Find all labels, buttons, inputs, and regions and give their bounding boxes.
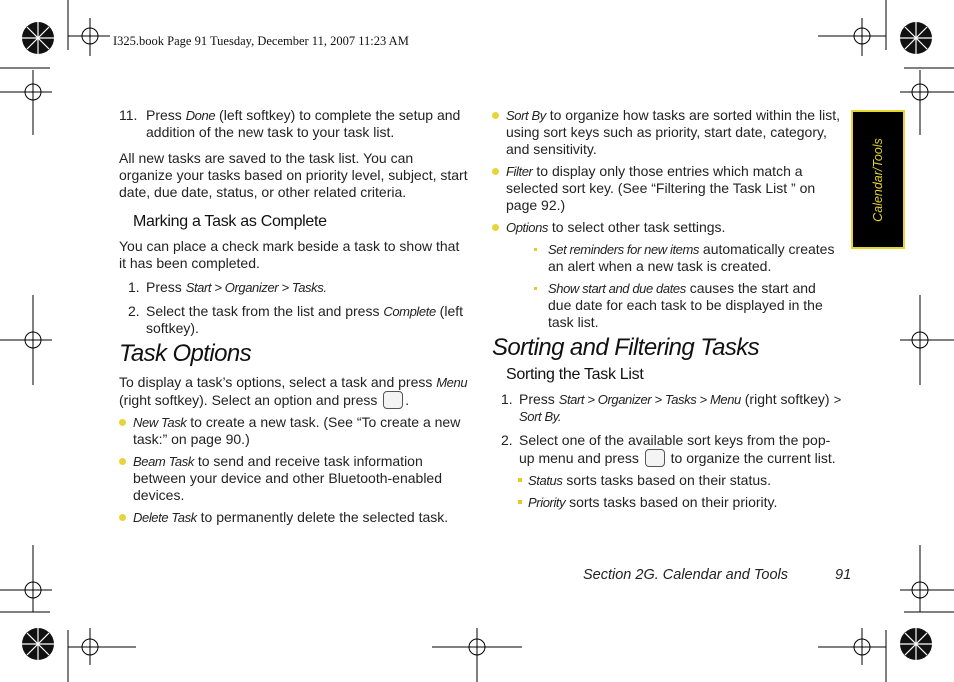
bullet-delete-task: Delete Task to permanently delete the selected task. bbox=[119, 509, 469, 526]
subbullet-set-reminders: Set reminders for new items automatically creates an alert when a new task is created. bbox=[534, 241, 842, 275]
paragraph-checkmark: You can place a check mark beside a task to show that it has been completed. bbox=[119, 238, 460, 271]
paragraph-saved: All new tasks are saved to the task list. You can organize your tasks based on priority level, subject, start date, due date, status, or other related criteria. bbox=[119, 150, 468, 200]
step-1-left: 1. Press Start > Organizer > Tasks. bbox=[128, 279, 327, 295]
footer-section: Section 2G. Calendar and Tools bbox=[583, 567, 789, 583]
chapter-tab-label: Calendar/Tools bbox=[871, 137, 885, 222]
softkey-done: Done bbox=[185, 108, 216, 123]
sortkey-status: Status sorts tasks based on their status. bbox=[518, 472, 842, 489]
paragraph-task-options: To display a task’s options, select a task and press Menu (right softkey). Select an option and press . bbox=[119, 374, 468, 408]
print-header: I325.book Page 91 Tuesday, December 11, 2007 11:23 AM bbox=[113, 34, 409, 48]
softkey-complete: Complete bbox=[383, 304, 436, 319]
step-11: 11. Press Done (left softkey) to complete the setup and addition of the new task to your task list. bbox=[119, 107, 461, 140]
step-2-right: 2. Select one of the available sort keys from the pop-up menu and press to organize the current list. bbox=[501, 432, 836, 466]
heading-sorting-task-list: Sorting the Task List bbox=[506, 366, 644, 383]
bullet-filter: Filter to display only those entries which match a selected sort key. (See “Filtering the Task List ” on page 92.) bbox=[492, 163, 842, 214]
subbullet-show-dates: Show start and due dates causes the start and due date for each task to be displayed in the task list. bbox=[534, 280, 842, 331]
left-column bbox=[119, 107, 469, 526]
section-title-task-options: Task Options bbox=[119, 340, 251, 367]
step-1-right: 1. Press Start > Organizer > Tasks > Menu (right softkey) > Sort By. bbox=[501, 391, 841, 424]
bullet-sort-by: Sort By to organize how tasks are sorted within the list, using sort keys such as priority, start date, category, and sensitivity. bbox=[492, 107, 842, 158]
bullet-options: Options to select other task settings. bbox=[492, 219, 842, 236]
ok-key-icon bbox=[645, 449, 665, 467]
step-2-left: 2. Select the task from the list and press Complete (left softkey). bbox=[128, 303, 464, 336]
bullet-beam-task: Beam Task to send and receive task information between your device and other Bluetooth-enabled devices. bbox=[119, 453, 469, 504]
chapter-tab bbox=[851, 110, 905, 249]
heading-marking-complete: Marking a Task as Complete bbox=[133, 213, 327, 230]
section-title-sorting: Sorting and Filtering Tasks bbox=[492, 334, 760, 361]
ok-key-icon bbox=[383, 391, 403, 409]
bullet-new-task: New Task to create a new task. (See “To create a new task:” on page 90.) bbox=[119, 414, 469, 448]
sortkey-priority: Priority sorts tasks based on their priority. bbox=[518, 494, 842, 511]
softkey-menu: Menu bbox=[436, 375, 468, 390]
page-number: 91 bbox=[835, 567, 852, 583]
right-column bbox=[492, 107, 842, 511]
menu-path: Start > Organizer > Tasks. bbox=[185, 280, 327, 295]
menu-path-sort: Start > Organizer > Tasks > Menu bbox=[558, 392, 741, 407]
